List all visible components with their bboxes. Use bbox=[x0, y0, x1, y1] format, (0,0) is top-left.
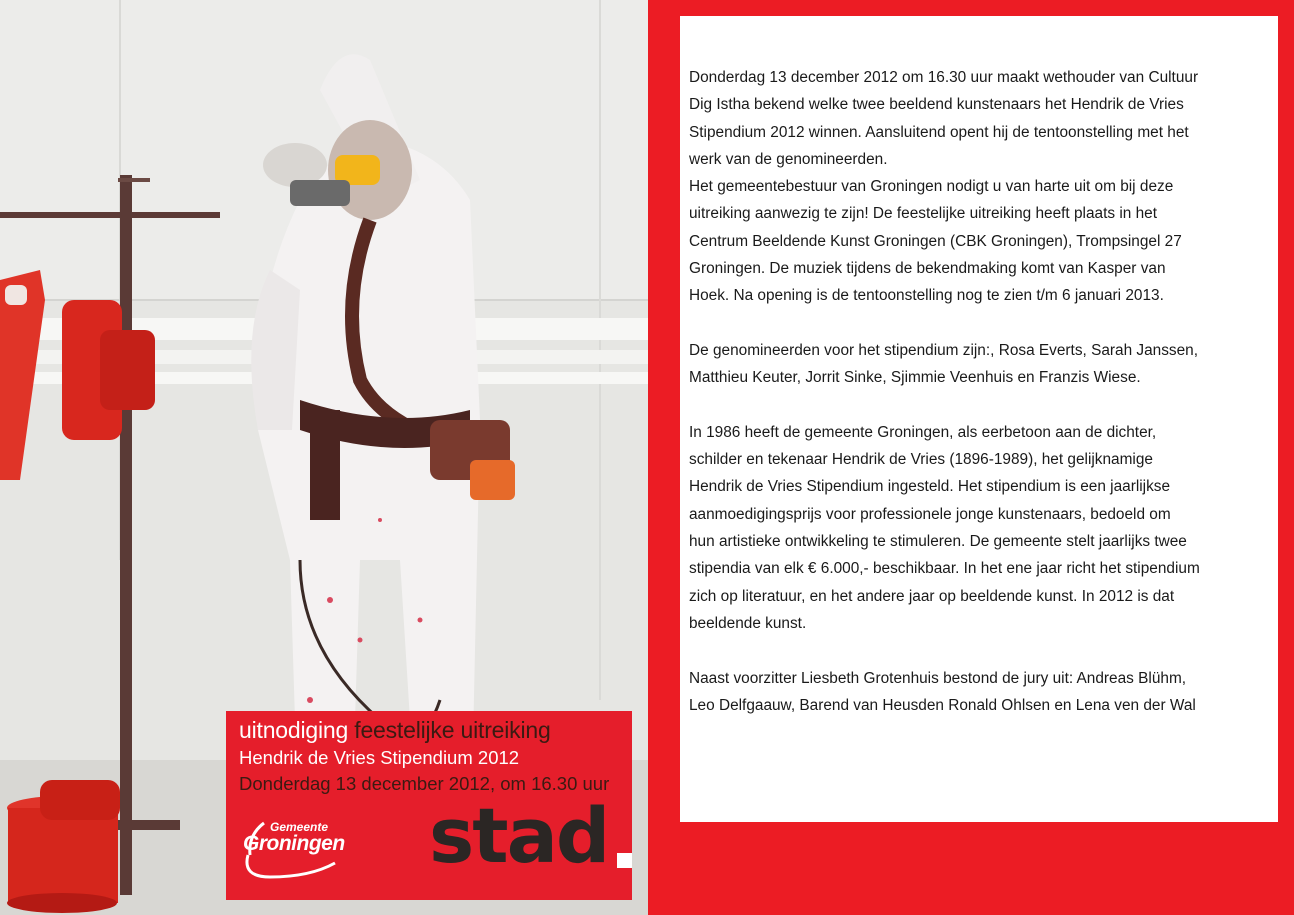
paragraph-history: In 1986 heeft de gemeente Groningen, als eerbetoon aan de dichter, schilder en tekenaar Hendrik de Vries (1896-1989), het gelijknamige Hendrik de Vries Stipendium ingesteld. Het stipendium is een jaarlijkse aanmoedigingsprijs voor professionele jonge kunstenaars, bedoeld om hun artistieke ontwikkeling te stimuleren. De gemeente stelt jaarlijks twee stipendia van elk € 6.000,- beschikbaar. In het ene jaar richt het stipendium zich op literatuur, en het andere jaar op beeldende kunst. In 2012 is dat beeldende kunst. bbox=[689, 423, 1200, 632]
paragraph-nominees: De genomineerden voor het stipendium zijn:, Rosa Everts, Sarah Janssen, Matthieu Keuter, Jorrit Sinke, Sjimmie Veenhuis en Franzis Wiese. bbox=[689, 341, 1199, 387]
gemeente-groningen-logo bbox=[240, 815, 360, 885]
logo-small-text: Gemeente bbox=[270, 820, 329, 834]
invitation-box bbox=[226, 711, 632, 900]
stad-wordmark: stad bbox=[429, 791, 609, 880]
stad-dot bbox=[617, 853, 632, 868]
invitation-heading bbox=[239, 717, 551, 744]
paragraph-intro: Donderdag 13 december 2012 om 16.30 uur maakt wethouder van Cultuur Dig Istha bekend welke twee beeldend kunstenaars het Hendrik de Vries Stipendium 2012 winnen. Aansluitend opent hij de tentoonstelling met het werk van de genomineerden. Het gemeentebestuur van Groningen nodigt u van harte uit om bij deze uitreiking aanwezig te zijn! De feestelijke uitreiking heeft plaats in het Centrum Beeldende Kunst Groningen (CBK Groningen), Trompsingel 27 Groningen. De muziek tijdens de bekendmaking komt van Kasper van Hoek. Na opening is de tentoonstelling nog te zien t/m 6 januari 2013. bbox=[689, 69, 1199, 305]
logo-big-text: Groningen bbox=[243, 832, 345, 855]
invitation-date: Donderdag 13 december 2012, om 16.30 uur bbox=[239, 773, 610, 794]
body-text bbox=[689, 64, 1274, 746]
invitation-heading-rest: feestelijke uitreiking bbox=[348, 717, 551, 743]
invitation-subtitle: Hendrik de Vries Stipendium 2012 bbox=[239, 747, 520, 768]
text-box bbox=[680, 16, 1278, 822]
paragraph-jury: Naast voorzitter Liesbeth Grotenhuis bestond de jury uit: Andreas Blühm, Leo Delfgaauw, Barend van Heusden Ronald Ohlsen en Lena ven der Wal bbox=[689, 669, 1196, 714]
invitation-heading-word: uitnodiging bbox=[239, 717, 349, 743]
right-panel bbox=[648, 0, 1294, 915]
